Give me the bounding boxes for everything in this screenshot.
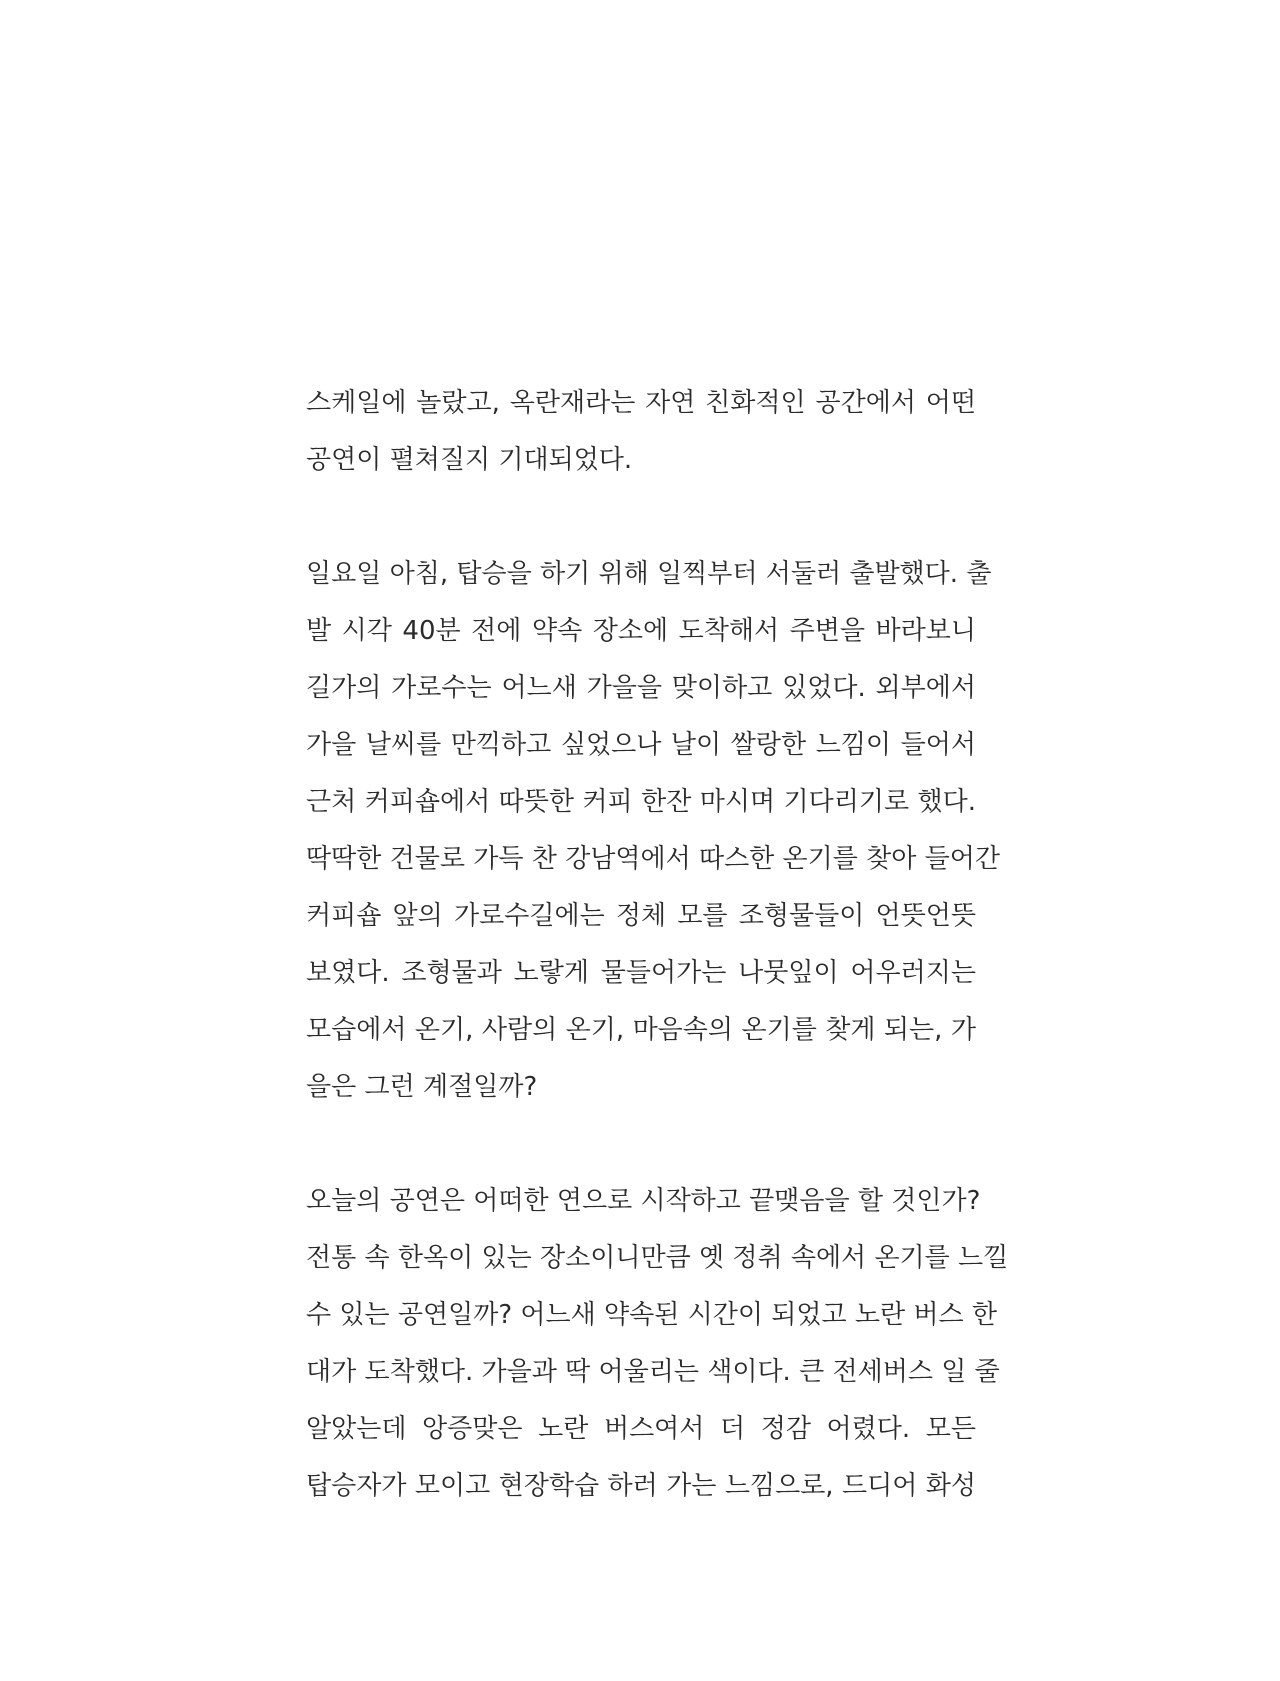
text-line: 탑승자가 모이고 현장학습 하러 가는 느낌으로, 드디어 화성 bbox=[306, 1471, 976, 1501]
text-line: 스케일에 놀랐고, 옥란재라는 자연 친화적인 공간에서 어떤 bbox=[306, 388, 976, 418]
text-line: 커피숍 앞의 가로수길에는 정체 모를 조형물들이 언뜻언뜻 bbox=[306, 901, 976, 931]
text-line: 근처 커피숍에서 따뜻한 커피 한잔 마시며 기다리기로 했다. bbox=[306, 787, 976, 817]
body-text bbox=[306, 375, 1009, 1572]
text-line: 수 있는 공연일까? 어느새 약속된 시간이 되었고 노란 버스 한 bbox=[306, 1300, 997, 1330]
text-line: 공연이 펼쳐질지 기대되었다. bbox=[306, 445, 633, 475]
paragraph-1 bbox=[306, 375, 976, 489]
text-line: 딱딱한 건물로 가득 찬 강남역에서 따스한 온기를 찾아 들어간 bbox=[306, 844, 1001, 874]
text-line: 보였다. 조형물과 노랗게 물들어가는 나뭇잎이 어우러지는 bbox=[306, 958, 976, 988]
text-line: 발 시각 40분 전에 약속 장소에 도착해서 주변을 바라보니 bbox=[306, 616, 976, 646]
text-line: 모습에서 온기, 사람의 온기, 마음속의 온기를 찾게 되는, 가 bbox=[306, 1015, 976, 1045]
text-line: 가을 날씨를 만끽하고 싶었으나 날이 쌀랑한 느낌이 들어서 bbox=[306, 730, 976, 760]
text-line: 일요일 아침, 탑승을 하기 위해 일찍부터 서둘러 출발했다. 출 bbox=[306, 559, 992, 589]
text-line: 길가의 가로수는 어느새 가을을 맞이하고 있었다. 외부에서 bbox=[306, 673, 976, 703]
paragraph-2 bbox=[306, 546, 1001, 1116]
text-line: 을은 그런 계절일까? bbox=[306, 1072, 538, 1102]
paragraph-3 bbox=[306, 1173, 1009, 1515]
text-line: 알았는데 앙증맞은 노란 버스여서 더 정감 어렸다. 모든 bbox=[306, 1414, 976, 1444]
text-line: 전통 속 한옥이 있는 장소이니만큼 옛 정취 속에서 온기를 느낄 bbox=[306, 1243, 1009, 1273]
text-line: 대가 도착했다. 가을과 딱 어울리는 색이다. 큰 전세버스 일 줄 bbox=[306, 1357, 1000, 1387]
text-line: 오늘의 공연은 어떠한 연으로 시작하고 끝맺음을 할 것인가? bbox=[306, 1186, 981, 1216]
